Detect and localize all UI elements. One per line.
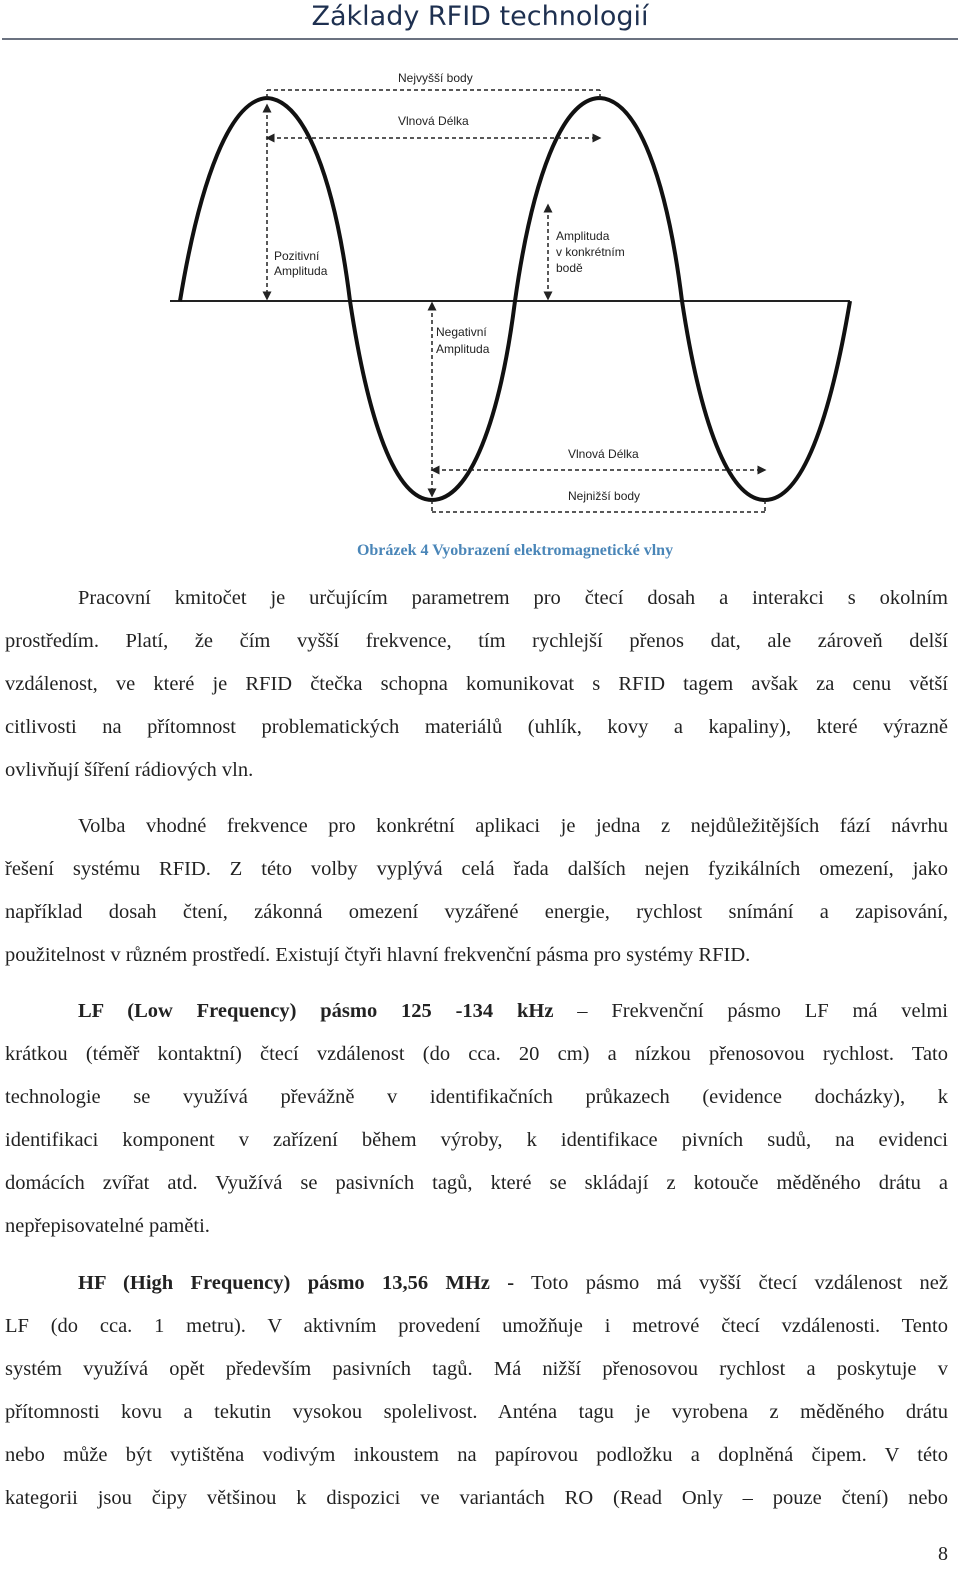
paragraph-line: Volba vhodné frekvence pro konkrétní aplikaci je jedna z nejdůležitějších fází návrhu bbox=[78, 815, 948, 837]
paragraph-line: ovlivňují šíření rádiových vln. bbox=[5, 759, 254, 781]
paragraph-2 bbox=[5, 805, 948, 977]
paragraph-line: Pracovní kmitočet je určujícím parametrem pro čtecí dosah a interakci s okolním bbox=[78, 587, 948, 609]
paragraph-line: LF (do cca. 1 metru). V aktivním provedení umožňuje i metrové čtecí vzdálenosti. Tento bbox=[5, 1315, 948, 1337]
paragraph-line: kategorii jsou čipy většinou k dispozici ve variantách RO (Read Only – pouze čtení) nebo bbox=[5, 1487, 948, 1509]
paragraph-line: prostředím. Platí, že čím vyšší frekvence, tím rychlejší přenos dat, ale zároveň delší bbox=[5, 630, 948, 652]
label-amp-point-1: Amplituda bbox=[556, 229, 610, 243]
paragraph-line: nepřepisovatelné paměti. bbox=[5, 1215, 210, 1237]
paragraph-line bbox=[5, 990, 948, 1033]
paragraph-line: přítomnosti kovu a tekutin vysokou spolelivost. Anténa tagu je vyrobena z měděného drátu bbox=[5, 1401, 948, 1423]
paragraph-1 bbox=[5, 577, 948, 792]
paragraph-hf bbox=[5, 1262, 948, 1520]
hf-intro: Toto pásmo má vyšší čtecí vzdálenost než bbox=[514, 1272, 948, 1294]
paragraph-lf bbox=[5, 990, 948, 1248]
label-bottom-troughs: Nejnižší body bbox=[568, 489, 641, 503]
paragraph-line: domácích zvířat atd. Využívá se pasivních tagů, které se skládají z kotouče měděného drátu a bbox=[5, 1172, 948, 1194]
figure-caption: Obrázek 4 Vyobrazení elektromagnetické vlny bbox=[356, 542, 674, 559]
paragraph-line: technologie se využívá převážně v identifikačních průkazech (evidence docházky), k bbox=[5, 1086, 948, 1108]
label-amp-point-3: bodě bbox=[556, 261, 583, 275]
lf-intro: – Frekvenční pásmo LF má velmi bbox=[553, 1000, 948, 1022]
paragraph-line: použitelnost v různém prostředí. Existují čtyři hlavní frekvenční pásma pro systémy RFID. bbox=[5, 944, 751, 966]
paragraph-line: řešení systému RFID. Z této volby vyplývá celá řada dalších nejen fyzikálních omezení, jako bbox=[5, 858, 948, 880]
paragraph-line: citlivosti na přítomnost problematických materiálů (uhlík, kovy a kapaliny), které výrazně bbox=[5, 716, 948, 738]
hf-heading: HF (High Frequency) pásmo 13,56 MHz - bbox=[78, 1272, 515, 1294]
page-header bbox=[0, 0, 960, 42]
paragraph-line bbox=[5, 1262, 948, 1305]
label-neg-amp-2: Amplituda bbox=[436, 342, 490, 356]
header-divider bbox=[2, 38, 958, 40]
label-wavelength-top: Vlnová Délka bbox=[398, 114, 469, 128]
label-neg-amp-1: Negativní bbox=[436, 325, 487, 339]
label-pos-amp-2: Amplituda bbox=[274, 264, 328, 278]
label-amp-point-2: v konkrétním bbox=[556, 245, 625, 259]
paragraph-line: nebo může být vytištěna vodivým inkoustem na papírovou podložku a doplněná čipem. V této bbox=[5, 1444, 948, 1466]
em-wave-diagram bbox=[170, 60, 860, 520]
paragraph-line: identifikaci komponent v zařízení během výroby, k identifikace pivních sudů, na evidenci bbox=[5, 1129, 948, 1151]
paragraph-line: systém využívá opět především pasivních tagů. Má nižší přenosovou rychlost a poskytuje v bbox=[5, 1358, 948, 1380]
wave-curve bbox=[180, 98, 850, 500]
lf-heading: LF (Low Frequency) pásmo 125 -134 kHz bbox=[78, 1000, 554, 1022]
header-title: Základy RFID technologií bbox=[311, 1, 649, 32]
paragraph-line: krátkou (téměř kontaktní) čtecí vzdálenost (do cca. 20 cm) a nízkou přenosovou rychlost. Tato bbox=[5, 1043, 948, 1065]
paragraph-line: například dosah čtení, zákonná omezení vyzářené energie, rychlost snímání a zapisování, bbox=[5, 901, 948, 923]
paragraph-line: vzdálenost, ve které je RFID čtečka schopna komunikovat s RFID tagem avšak za cenu větší bbox=[5, 673, 948, 695]
label-wavelength-bottom: Vlnová Délka bbox=[568, 447, 639, 461]
label-top-peaks: Nejvyšší body bbox=[398, 71, 473, 85]
label-pos-amp-1: Pozitivní bbox=[274, 249, 320, 263]
page-number: 8 bbox=[938, 1543, 948, 1565]
